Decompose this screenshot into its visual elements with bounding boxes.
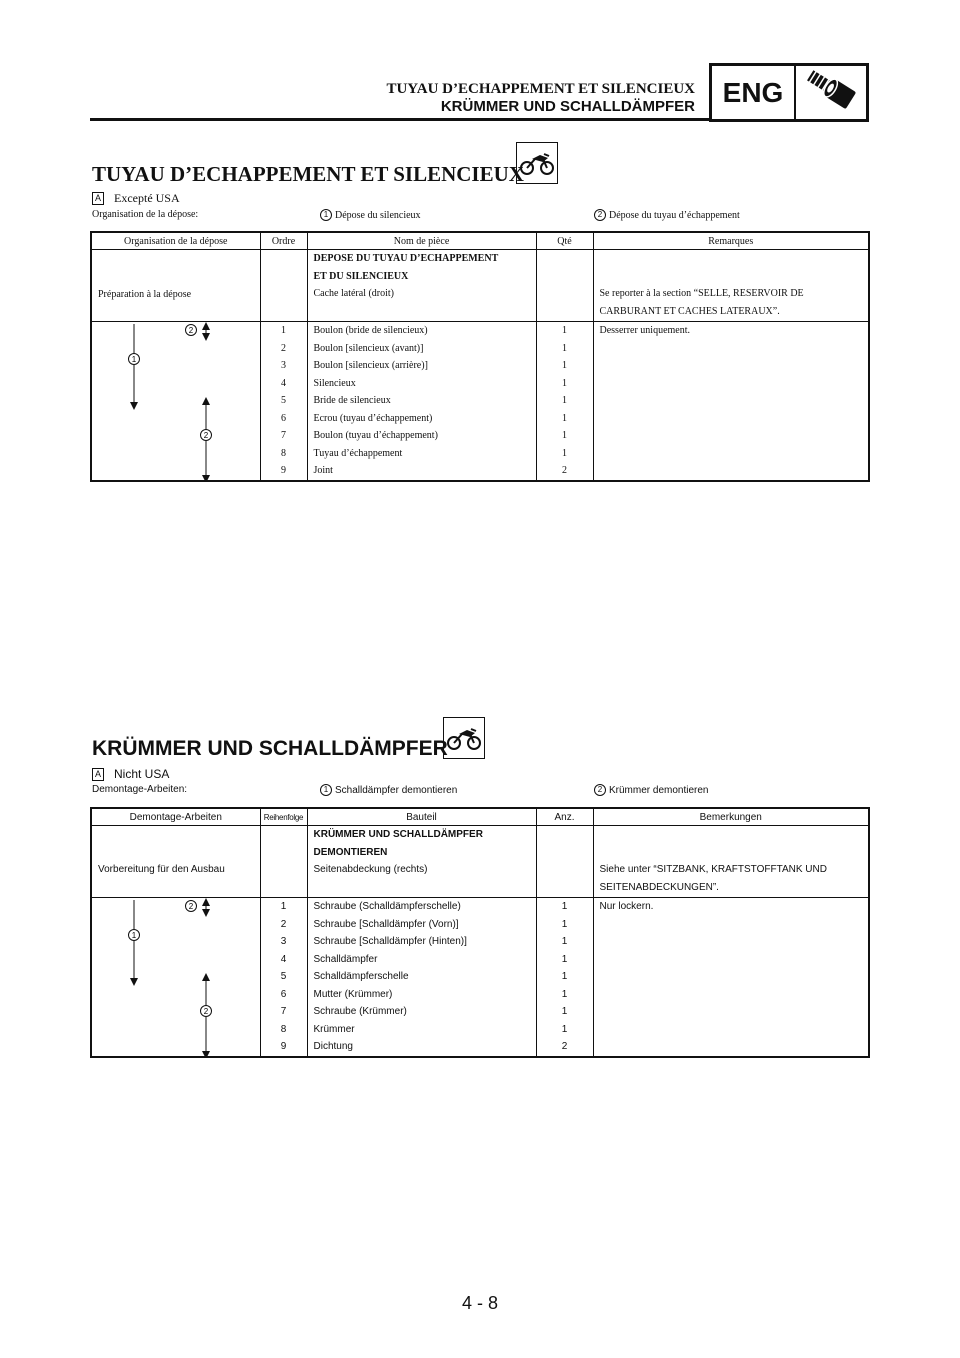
note-de: [92, 767, 169, 781]
heading-line: DEMONTIEREN: [313, 846, 388, 858]
procedure-step-2: 2 Krümmer demontieren: [594, 784, 708, 796]
qty-column: 1 1 1 1 1 1 1 1 2: [536, 322, 593, 481]
column-header: Qté: [536, 232, 593, 250]
procedure-label: Demontage-Arbeiten:: [92, 784, 188, 795]
prep-remark: Se reporter à la section “SELLE, RESERVOIR DE: [599, 288, 804, 299]
column-header: Anz.: [536, 808, 593, 826]
section-title-fr: TUYAU D’ECHAPPEMENT ET SILENCIEUX: [92, 162, 524, 186]
column-header: Bauteil: [307, 808, 536, 826]
heading-line: ET DU SILENCIEUX: [313, 270, 409, 282]
heading-line: DEPOSE DU TUYAU D’ECHAPPEMENT: [313, 253, 499, 264]
flow-marker-2: 2: [203, 431, 209, 440]
section-title-de: KRÜMMER UND SCHALLDÄMPFER: [92, 737, 448, 760]
page-number: 4 - 8: [461, 1293, 499, 1313]
table-header-row: [91, 808, 869, 826]
column-header: Reihenfolge: [260, 808, 307, 826]
column-header: Bemerkungen: [593, 808, 869, 826]
heading-line: KRÜMMER UND SCHALLDÄMPFER: [313, 829, 483, 840]
prep-remark: CARBURANT ET CACHES LATERAUX”.: [599, 305, 780, 317]
order-column: 1 2 3 4 5 6 7 8 9: [260, 322, 307, 481]
flow-diagram: [91, 898, 260, 1057]
parts-table-fr: [90, 231, 870, 482]
note-text: Excepté USA: [114, 191, 180, 205]
remark-column: Desserrer uniquement.: [593, 322, 869, 481]
flow-diagram: [91, 322, 260, 481]
section-badge: [709, 63, 869, 122]
procedure-label: Organisation de la dépose:: [92, 209, 199, 220]
procedure-step-2: 2 Dépose du tuyau d’échappement: [594, 209, 740, 221]
marker-2: 2: [594, 784, 606, 796]
qty-column: 1 1 1 1 1 1 1 1 2: [536, 898, 593, 1057]
column-header: Organisation de la dépose: [91, 232, 260, 250]
running-header-fr: TUYAU D’ECHAPPEMENT ET SILENCIEUX: [386, 81, 695, 97]
order-column: 1 2 3 4 5 6 7 8 9: [260, 898, 307, 1057]
flow-marker-1: 1: [131, 931, 137, 940]
running-header-de: KRÜMMER UND SCHALLDÄMPFER: [440, 98, 695, 115]
flow-marker-2: 2: [188, 902, 194, 911]
parts-table-de: [90, 807, 870, 1058]
part-column: Schraube (Schalldämpferschelle) Schraube [Schalldämpfer (Vorn)] Schraube [Schalldämpfer (Hinten)] Schalldämpfer Schalldämpferschelle Mutter (Krümmer) Schraube (Krümmer) Krümmer Dichtung: [307, 898, 536, 1057]
prep-part: Seitenabdeckung (rechts): [313, 864, 428, 875]
remark-column: Nur lockern.: [593, 898, 869, 1057]
table-row: [91, 322, 869, 481]
column-header: Ordre: [260, 232, 307, 250]
table-header-row: [91, 232, 869, 250]
procedure-step-1: 1 Dépose du silencieux: [320, 209, 421, 221]
dirt-bike-icon: [443, 717, 485, 759]
flow-marker-2: 2: [188, 326, 194, 335]
marker-1: 1: [320, 209, 332, 221]
prep-label: Préparation à la dépose: [98, 289, 192, 300]
dirt-bike-icon: [516, 142, 558, 184]
flow-marker-2: 2: [203, 1007, 209, 1016]
running-header: [386, 81, 695, 115]
marker-1: 1: [320, 784, 332, 796]
table-row: [91, 826, 869, 898]
prep-remark: Siehe unter “SITZBANK, KRAFTSTOFFTANK UND: [599, 864, 827, 875]
column-header: Demontage-Arbeiten: [91, 808, 260, 826]
prep-remark: SEITENABDECKUNGEN”.: [599, 881, 719, 893]
column-header: Nom de pièce: [307, 232, 536, 250]
marker-2: 2: [594, 209, 606, 221]
note-box-a: A: [92, 768, 104, 781]
section-badge-label: ENG: [712, 66, 796, 119]
table-row: [91, 898, 869, 1057]
note-fr: [92, 191, 180, 206]
flow-marker-1: 1: [131, 355, 137, 364]
table-row: [91, 250, 869, 322]
column-header: Remarques: [593, 232, 869, 250]
prep-label: Vorbereitung für den Ausbau: [98, 864, 225, 875]
header-rule: [90, 118, 710, 121]
part-column: Boulon (bride de silencieux) Boulon [silencieux (avant)] Boulon [silencieux (arrière)] Silencieux Bride de silencieux Ecrou (tuyau d’échappement) Boulon (tuyau d’échappement) Tuyau d’échappement Joint: [307, 322, 536, 481]
procedure-step-1: 1 Schalldämpfer demontieren: [320, 784, 457, 796]
note-box-a: A: [92, 192, 104, 205]
exhaust-pipe-icon: [796, 66, 866, 119]
note-text: Nicht USA: [114, 767, 170, 781]
prep-part: Cache latéral (droit): [313, 288, 395, 299]
